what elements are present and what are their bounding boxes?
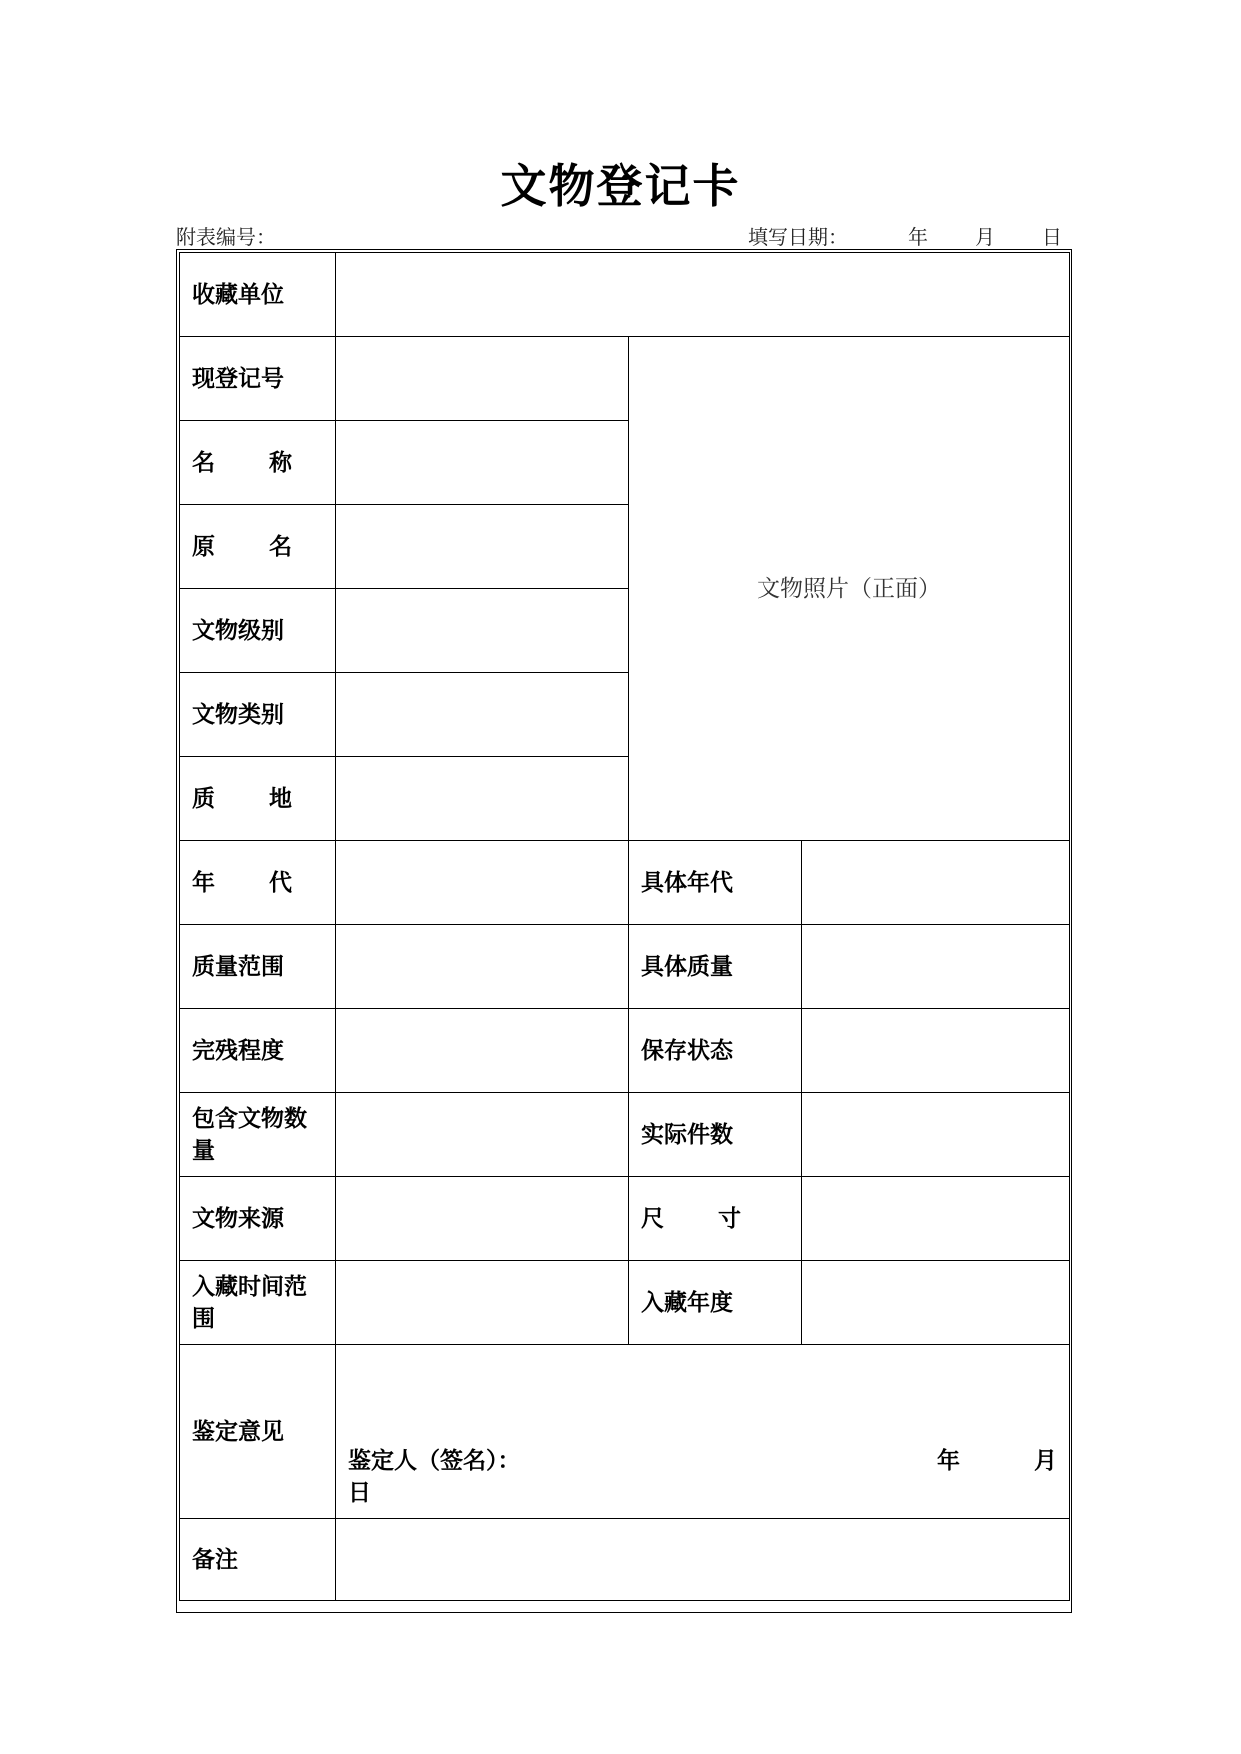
value-original-name[interactable]: [336, 505, 629, 589]
label-appraisal-opinion: 鉴定意见: [180, 1345, 336, 1519]
appraisal-year: 年: [937, 1448, 961, 1474]
value-era[interactable]: [336, 841, 629, 925]
value-collection-unit[interactable]: [336, 253, 1070, 337]
label-collection-unit: 收藏单位: [180, 253, 336, 337]
label-acquisition-year: 入藏年度: [629, 1261, 802, 1345]
value-appraisal-opinion[interactable]: [336, 1345, 1070, 1519]
label-actual-pieces: 实际件数: [629, 1093, 802, 1177]
label-specific-mass: 具体质量: [629, 925, 802, 1009]
photo-placeholder[interactable]: 文物照片（正面）: [629, 337, 1070, 841]
value-material[interactable]: [336, 757, 629, 841]
label-mass-range: 质量范围: [180, 925, 336, 1009]
label-relic-grade: 文物级别: [180, 589, 336, 673]
row-remarks: [180, 1519, 1070, 1601]
row-relic-source: [180, 1177, 1070, 1261]
label-era-text: 年 代: [192, 869, 292, 896]
label-relic-source: 文物来源: [180, 1177, 336, 1261]
value-specific-mass[interactable]: [802, 925, 1070, 1009]
value-remarks[interactable]: [336, 1519, 1070, 1601]
row-appraisal-opinion: [180, 1345, 1070, 1519]
fill-date-day: 日: [1042, 225, 1062, 249]
value-acquisition-year[interactable]: [802, 1261, 1070, 1345]
value-relic-category[interactable]: [336, 673, 629, 757]
label-era: [180, 841, 336, 925]
value-completeness[interactable]: [336, 1009, 629, 1093]
appraisal-month: 月: [1034, 1448, 1058, 1474]
label-specific-era: 具体年代: [629, 841, 802, 925]
row-era: [180, 841, 1070, 925]
value-relic-grade[interactable]: [336, 589, 629, 673]
fill-date: [748, 221, 1062, 250]
page-title: 文物登记卡: [500, 159, 741, 213]
label-relic-category: 文物类别: [180, 673, 336, 757]
row-current-reg-no: [180, 337, 1070, 421]
fill-date-year: 年: [908, 225, 928, 249]
value-actual-pieces[interactable]: [802, 1093, 1070, 1177]
row-completeness: [180, 1009, 1070, 1093]
value-name[interactable]: [336, 421, 629, 505]
label-acquisition-time-range: 入藏时间范围: [180, 1261, 336, 1345]
label-material: [180, 757, 336, 841]
label-name-text: 名 称: [192, 449, 292, 476]
value-mass-range[interactable]: [336, 925, 629, 1009]
fill-date-label: 填写日期：: [748, 225, 848, 249]
appraisal-day: 日: [348, 1480, 371, 1506]
row-collection-unit: [180, 253, 1070, 337]
row-acquisition-time: [180, 1261, 1070, 1345]
value-included-count[interactable]: [336, 1093, 629, 1177]
label-dimensions: [629, 1177, 802, 1261]
row-included-count: [180, 1093, 1070, 1177]
registration-table: [179, 252, 1070, 1601]
label-remarks: 备注: [180, 1519, 336, 1601]
label-dimensions-text: 尺 寸: [641, 1205, 741, 1232]
row-mass-range: [180, 925, 1070, 1009]
fill-date-month: 月: [975, 225, 995, 249]
appraisal-signature: [348, 1445, 1057, 1509]
value-preservation-state[interactable]: [802, 1009, 1070, 1093]
label-material-text: 质 地: [192, 785, 292, 812]
label-name: [180, 421, 336, 505]
label-original-name-text: 原 名: [192, 533, 292, 560]
label-included-count: 包含文物数量: [180, 1093, 336, 1177]
label-completeness: 完残程度: [180, 1009, 336, 1093]
label-original-name: [180, 505, 336, 589]
value-dimensions[interactable]: [802, 1177, 1070, 1261]
label-current-reg-no: 现登记号: [180, 337, 336, 421]
attachment-number-label: 附表编号：: [176, 225, 276, 249]
value-current-reg-no[interactable]: [336, 337, 629, 421]
label-preservation-state: 保存状态: [629, 1009, 802, 1093]
appraiser-signature-label: 鉴定人（签名）：: [348, 1448, 521, 1474]
value-acquisition-time-range[interactable]: [336, 1261, 629, 1345]
value-specific-era[interactable]: [802, 841, 1070, 925]
value-relic-source[interactable]: [336, 1177, 629, 1261]
